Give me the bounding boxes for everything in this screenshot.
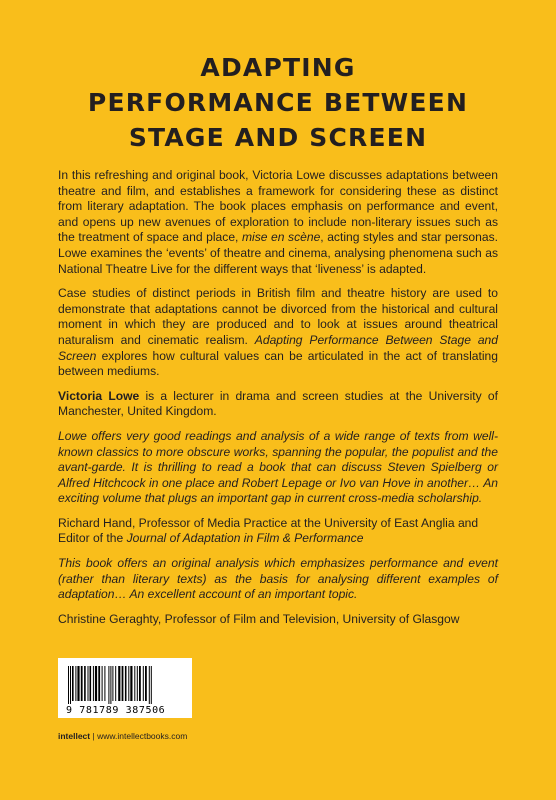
isbn-barcode [58,658,192,718]
description-text: Case studies of distinct periods in British film and theatre history are used to demonstrate that adaptations cannot be divorced from the historical and cultural moment in which they are produced and to look at issues around theatrical naturalism and cinematic realism. [58,286,498,347]
barcode-bar [84,666,86,701]
barcode-bar [137,666,138,701]
publisher-imprint [58,731,187,741]
description-text: In this refreshing and original book, Victoria Lowe discusses adaptations between theatre and film, and establishes a framework for considering these as distinct from literary adaptation. The book places emphasis on performance and event, and opens up new avenues of exploration to include non-literary issues such as the treatment of space and place, [58,168,498,245]
barcode-bar [93,666,94,701]
barcode-bar [151,666,152,704]
description-paragraph-1 [58,168,498,277]
description-paragraph-2 [58,286,498,380]
barcode-bar [88,666,89,701]
barcode-bar [143,666,144,701]
barcode-bar [70,666,71,704]
back-cover-text [58,168,498,636]
barcode-bar [149,666,150,704]
book-title-line-1: ADAPTING [200,53,356,82]
barcode-bar [112,666,113,701]
description-text: explores how cultural values can be articulated in the act of translating between mediums. [58,348,498,379]
barcode-bar [75,666,76,701]
barcode-bar [108,666,109,704]
publisher-name: intellect [58,731,91,741]
review-attribution-1 [58,516,498,547]
review-quote-1: Lowe offers very good readings and analysis of a wide range of texts from well-known classics to more obscure works, spanning the popular, the populist and the avant-garde. It is thrilling to read a book that can discuss Steven Spielberg or Alfred Hitchcock in one place and Robert Lepage or Ivo van Hove in another… An exciting volume that plugs an important gap in current cross-media scholarship. [58,428,498,506]
barcode-bar [72,666,74,701]
barcode-bar [122,666,124,701]
publisher-url: www.intellectbooks.com [97,731,188,741]
barcode-bar [128,666,129,701]
attribution-text: Richard Hand, Professor of Media Practice at the University of East Anglia and Editor of the [58,515,479,546]
review-attribution-2 [58,612,498,628]
barcode-bars [66,666,184,704]
barcode-bar [125,666,127,701]
publisher-separator: | [90,731,98,741]
barcode-bar [145,666,147,701]
author-bio [58,389,498,420]
book-title [0,50,556,155]
barcode-bar [110,666,111,704]
barcode-bar [102,666,103,701]
barcode-bar [98,666,100,701]
book-title-line-3: STAGE AND SCREEN [128,123,428,152]
barcode-bar [118,666,120,701]
barcode-bar [104,666,105,701]
barcode-bar [81,666,83,701]
author-name: Victoria Lowe [58,388,140,403]
author-bio-text: is a lecturer in drama and screen studies at the University of Manchester, United Kingdom. [58,388,498,419]
barcode-bar [115,666,116,701]
barcode-bar [90,666,92,701]
barcode-bar [68,666,69,704]
description-italic-title: Adapting Performance Between Stage and Screen [58,332,498,363]
isbn-number: 9 781789 387506 [66,705,166,716]
barcode-bar [77,666,79,701]
book-title-line-2: PERFORMANCE BETWEEN [87,88,469,117]
barcode-bar [134,666,135,701]
review-quote-2: This book offers an original analysis which emphasizes performance and event (rather than literary texts) as the basis for analysing different examples of adaptation… An excellent account of an important topic. [58,556,498,602]
barcode-bar [139,666,141,701]
barcode-bar [95,666,97,701]
barcode-bar [130,666,132,701]
attribution-text: Christine Geraghty, Professor of Film and Television, University of Glasgow [58,611,460,626]
description-text: , acting styles and star personas. Lowe examines the ‘events’ of theatre and cinema, analysing phenomena such as National Theatre Live for the different ways that ‘liveness’ is adapted. [58,230,498,276]
description-italic-term: mise en scène [241,230,321,245]
attribution-journal-title: Journal of Adaptation in Film & Performance [126,531,364,546]
